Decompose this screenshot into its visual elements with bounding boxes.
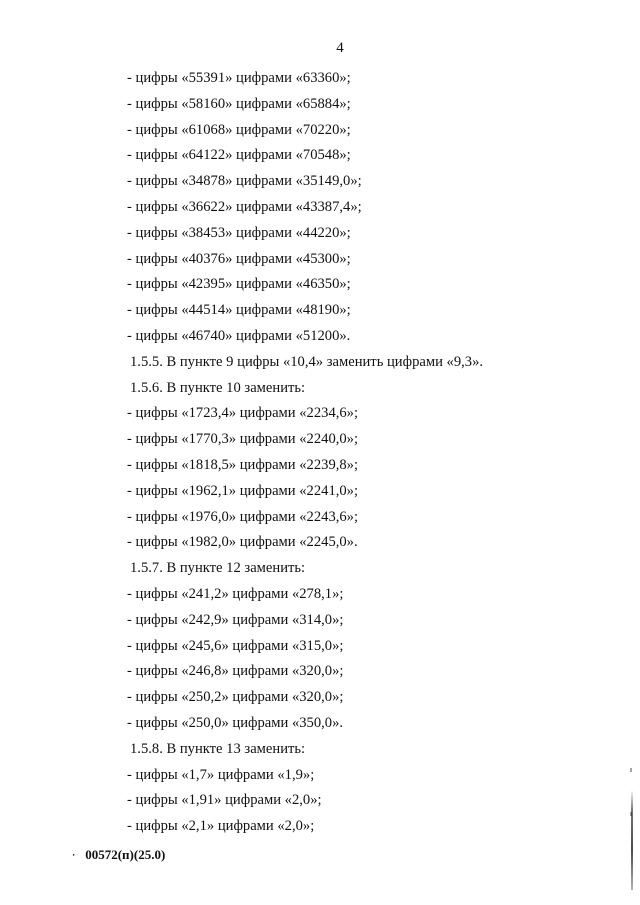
list-item: - цифры «1818,5» цифрами «2239,8»; (127, 456, 359, 473)
scan-edge-artifact (631, 790, 633, 890)
section-heading: 1.5.6. В пункте 10 заменить: (130, 379, 306, 396)
section-heading: 1.5.8. В пункте 13 заменить: (130, 740, 306, 757)
list-item: - цифры «1976,0» цифрами «2243,6»; (127, 508, 359, 525)
list-item: - цифры «61068» цифрами «70220»; (127, 121, 351, 138)
list-item: - цифры «2,1» цифрами «2,0»; (127, 818, 315, 835)
footer-code: 00572(п)(25.0) (85, 847, 166, 862)
list-item: - цифры «1723,4» цифрами «2234,6»; (127, 405, 359, 422)
section-heading: 1.5.5. В пункте 9 цифры «10,4» заменить цифрами «9,3». (130, 353, 484, 370)
list-item: - цифры «58160» цифрами «65884»; (127, 95, 351, 112)
document-footer (72, 846, 165, 863)
page-number: 4 (336, 40, 344, 56)
list-item: - цифры «242,9» цифрами «314,0»; (127, 611, 344, 628)
list-item: - цифры «1962,1» цифрами «2241,0»; (127, 482, 359, 499)
list-item: - цифры «46740» цифрами «51200». (127, 327, 351, 344)
list-item: - цифры «34878» цифрами «35149,0»; (127, 173, 362, 190)
list-item: - цифры «44514» цифрами «48190»; (127, 302, 351, 319)
list-item: - цифры «64122» цифрами «70548»; (127, 147, 351, 164)
list-item: - цифры «246,8» цифрами «320,0»; (127, 663, 344, 680)
list-item: - цифры «1770,3» цифрами «2240,0»; (127, 431, 359, 448)
list-item: - цифры «245,6» цифрами «315,0»; (127, 637, 344, 654)
document-body (127, 66, 607, 840)
footer-mark: ⸱ (72, 848, 76, 862)
list-item: - цифры «250,0» цифрами «350,0». (127, 714, 344, 731)
scan-dot-artifact (630, 812, 632, 816)
list-item: - цифры «1,7» цифрами «1,9»; (127, 766, 315, 783)
list-item: - цифры «1982,0» цифрами «2245,0». (127, 534, 358, 551)
list-item: - цифры «40376» цифрами «45300»; (127, 250, 351, 267)
list-item: - цифры «42395» цифрами «46350»; (127, 276, 351, 293)
list-item: - цифры «1,91» цифрами «2,0»; (127, 792, 322, 809)
list-item: - цифры «241,2» цифрами «278,1»; (127, 585, 344, 602)
section-heading: 1.5.7. В пункте 12 заменить: (130, 560, 306, 577)
list-item: - цифры «36622» цифрами «43387,4»; (127, 198, 362, 215)
list-item: - цифры «55391» цифрами «63360»; (127, 70, 351, 86)
list-item: - цифры «38453» цифрами «44220»; (127, 224, 351, 241)
scan-dot-artifact (630, 768, 632, 772)
list-item: - цифры «250,2» цифрами «320,0»; (127, 689, 344, 706)
